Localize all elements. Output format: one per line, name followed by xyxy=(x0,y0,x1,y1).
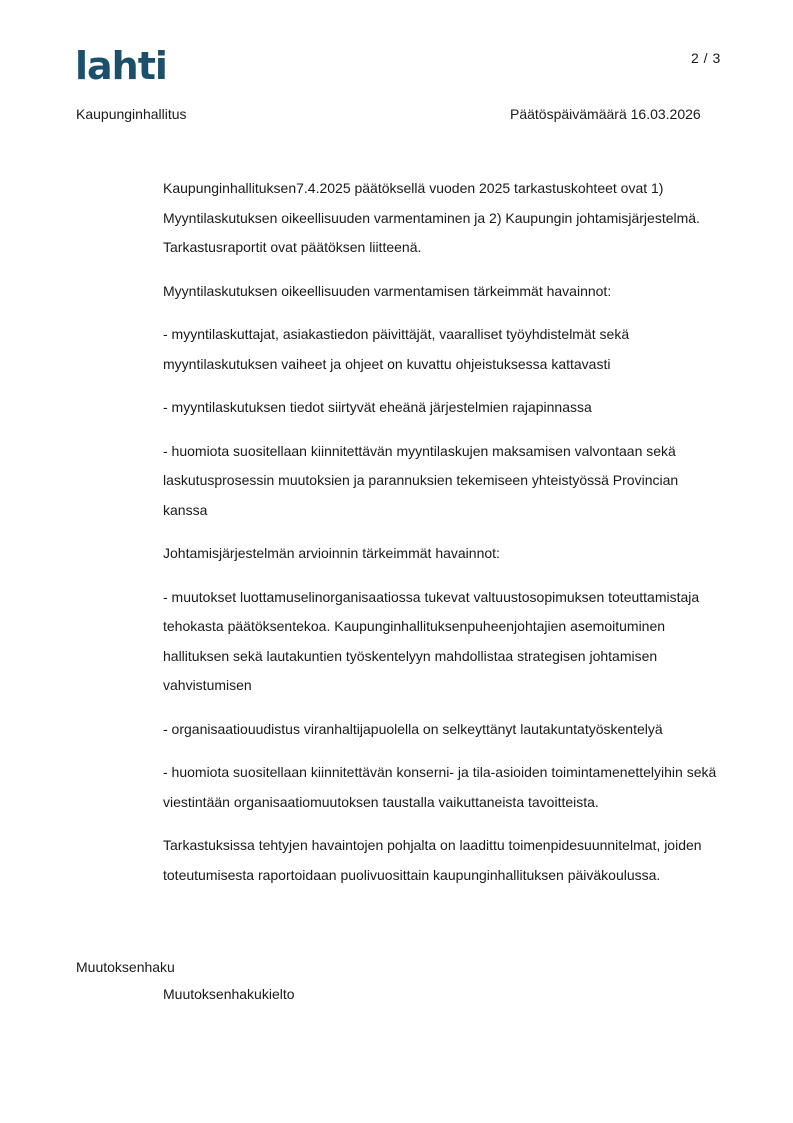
paragraph: - huomiota suositellaan kiinnitettävän konserni- ja tila-asioiden toimintamenettelyihin sekä viestintään organisaatiomuutoksen taustalla vaikuttaneista tavoitteista. xyxy=(163,764,717,810)
appeal-heading: Muutoksenhaku xyxy=(76,959,175,975)
page-number: 2 / 3 xyxy=(691,50,721,66)
lahti-logo-mark xyxy=(75,46,171,86)
decision-date: Päätöspäivämäärä 16.03.2026 xyxy=(510,106,701,122)
paragraph: Tarkastuksissa tehtyjen havaintojen pohjalta on laadittu toimenpidesuunnitelmat, joiden toteutumisesta raportoidaan puolivuosittain kaupunginhallituksen päiväkoulussa. xyxy=(163,837,702,883)
paragraph: - muutokset luottamuselinorganisaatiossa tukevat valtuustosopimuksen toteuttamistaja tehokasta päätöksentekoa. Kaupunginhallituksenpuheenjohtajien asemoituminen hallituksen sekä lautakuntien työskentelyyn mahdollistaa strategisen johtamisen vahvistumisen xyxy=(163,588,700,693)
paragraph: Kaupunginhallituksen7.4.2025 päätöksellä vuoden 2025 tarkastuskohteet ovat 1) Myyntilaskutuksen oikeellisuuden varmentaminen ja 2) Kaupungin johtamisjärjestelmä. Tarkastusraportit ovat päätöksen liitteenä. xyxy=(163,180,700,255)
paragraph: Johtamisjärjestelmän arvioinnin tärkeimmät havainnot: xyxy=(163,545,500,561)
organization-name: Kaupunginhallitus xyxy=(76,106,187,122)
document-body xyxy=(163,174,719,904)
paragraph: Myyntilaskutuksen oikeellisuuden varmentamisen tärkeimmät havainnot: xyxy=(163,282,612,299)
paragraph: - organisaatiouudistus viranhaltijapuolella on selkeyttänyt lautakuntatyöskentelyä xyxy=(163,720,663,737)
lahti-logo xyxy=(75,46,171,86)
paragraph: - myyntilaskuttajat, asiakastiedon päivittäjät, vaaralliset työyhdistelmät sekä myyntilaskutuksen vaiheet ja ohjeet on kuvattu ohjeistuksessa kattavasti xyxy=(163,326,630,372)
appeal-text: Muutoksenhakukielto xyxy=(163,986,295,1002)
svg-text:lahti: lahti xyxy=(75,46,167,86)
paragraph: - huomiota suositellaan kiinnitettävän myyntilaskujen maksamisen valvontaan sekä laskutusprosessin muutoksien ja parannuksien tekemiseen yhteistyössä Provincian kanssa xyxy=(163,442,679,518)
paragraph: - myyntilaskutuksen tiedot siirtyvät eheänä järjestelmien rajapinnassa xyxy=(163,399,592,415)
